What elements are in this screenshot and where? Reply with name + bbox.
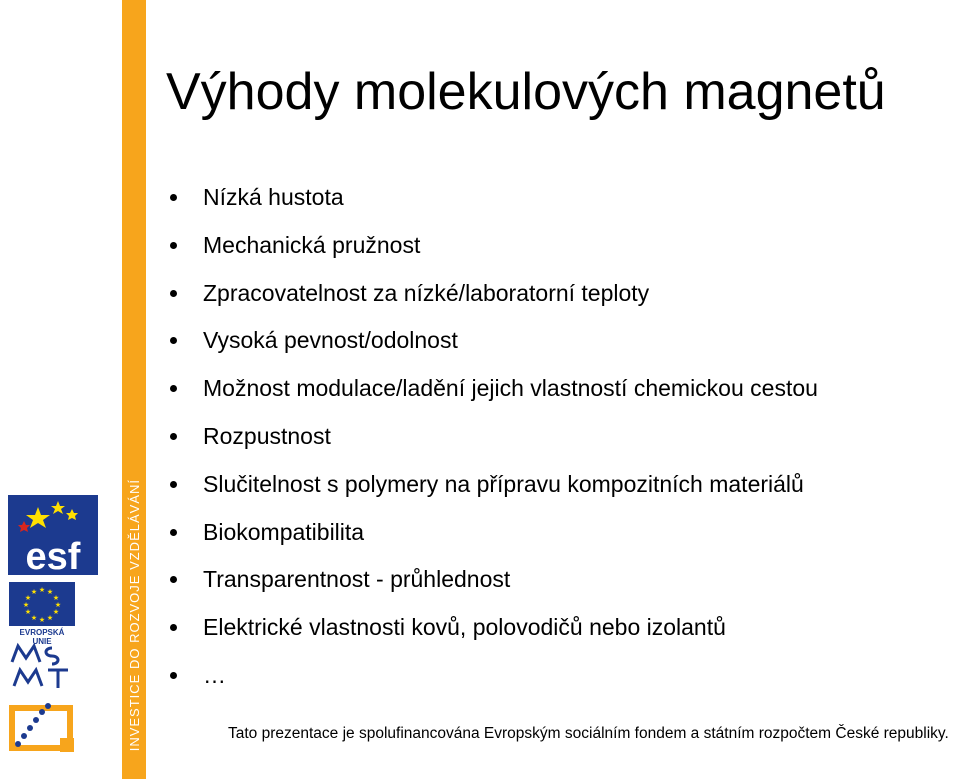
bullet-list [170, 180, 818, 706]
svg-text:★: ★ [24, 594, 32, 602]
bullet-item [170, 276, 818, 324]
bullet-item [170, 371, 818, 419]
svg-text:★: ★ [30, 614, 38, 622]
bullet-item [170, 562, 818, 610]
svg-text:★: ★ [52, 608, 60, 616]
esf-logo-icon [8, 495, 98, 575]
op-logo-icon [8, 698, 78, 756]
svg-text:★: ★ [38, 616, 46, 624]
bullet-dot-icon [170, 385, 177, 392]
bullet-text: Mechanická pružnost [203, 231, 421, 258]
bullet-item [170, 658, 818, 706]
bullet-item [170, 467, 818, 515]
svg-text:★: ★ [24, 608, 32, 616]
eu-flag-icon [9, 582, 75, 626]
bullet-dot-icon [170, 433, 177, 440]
bullet-dot-icon [170, 576, 177, 583]
bullet-dot-icon [170, 194, 177, 201]
bullet-text: … [203, 661, 226, 688]
bullet-dot-icon [170, 529, 177, 536]
bullet-text: Nízká hustota [203, 184, 344, 210]
bullet-text: Elektrické vlastnosti kovů, polovodičů nebo izolantů [203, 614, 726, 641]
bullet-text: Slučitelnost s polymery na přípravu kompozitních materiálů [203, 470, 804, 497]
side-band-label [122, 470, 146, 760]
bullet-dot-icon [170, 672, 177, 679]
bullet-dot-icon [170, 290, 177, 297]
svg-text:★: ★ [46, 614, 54, 622]
slide-title: Výhody molekulových magnetů [166, 63, 886, 121]
bullet-item [170, 180, 818, 228]
esf-logo-text: esf [25, 536, 81, 575]
bullet-item [170, 515, 818, 563]
svg-text:★: ★ [30, 588, 38, 596]
bullet-dot-icon [170, 624, 177, 631]
bullet-dot-icon [170, 481, 177, 488]
bullet-item [170, 228, 818, 276]
svg-text:★: ★ [22, 601, 30, 609]
svg-text:★: ★ [46, 588, 54, 596]
bullet-item [170, 323, 818, 371]
bullet-text: Vysoká pevnost/odolnost [203, 327, 458, 354]
bullet-text: Zpracovatelnost za nízké/laboratorní teploty [203, 279, 650, 306]
bullet-dot-icon [170, 337, 177, 344]
bullet-item [170, 610, 818, 658]
bullet-text: Možnost modulace/ladění jejich vlastností chemickou cestou [203, 375, 818, 402]
bullet-text: Biokompatibilita [203, 518, 365, 545]
msmt-logo-icon [8, 642, 74, 690]
eu-caption: EVROPSKÁ UNIE [19, 628, 65, 646]
svg-text:★: ★ [52, 594, 60, 602]
bullet-text: Transparentnost - průhlednost [203, 566, 511, 593]
side-band-text: INVESTICE DO ROZVOJE VZDĚLÁVÁNÍ [126, 478, 142, 752]
footer-note: Tato prezentace je spolufinancována Evropským sociálním fondem a státním rozpočtem České republiky. [228, 725, 949, 742]
svg-text:★: ★ [54, 601, 62, 609]
svg-text:★: ★ [38, 586, 46, 594]
bullet-dot-icon [170, 242, 177, 249]
bullet-item [170, 419, 818, 467]
bullet-text: Rozpustnost [203, 422, 331, 449]
